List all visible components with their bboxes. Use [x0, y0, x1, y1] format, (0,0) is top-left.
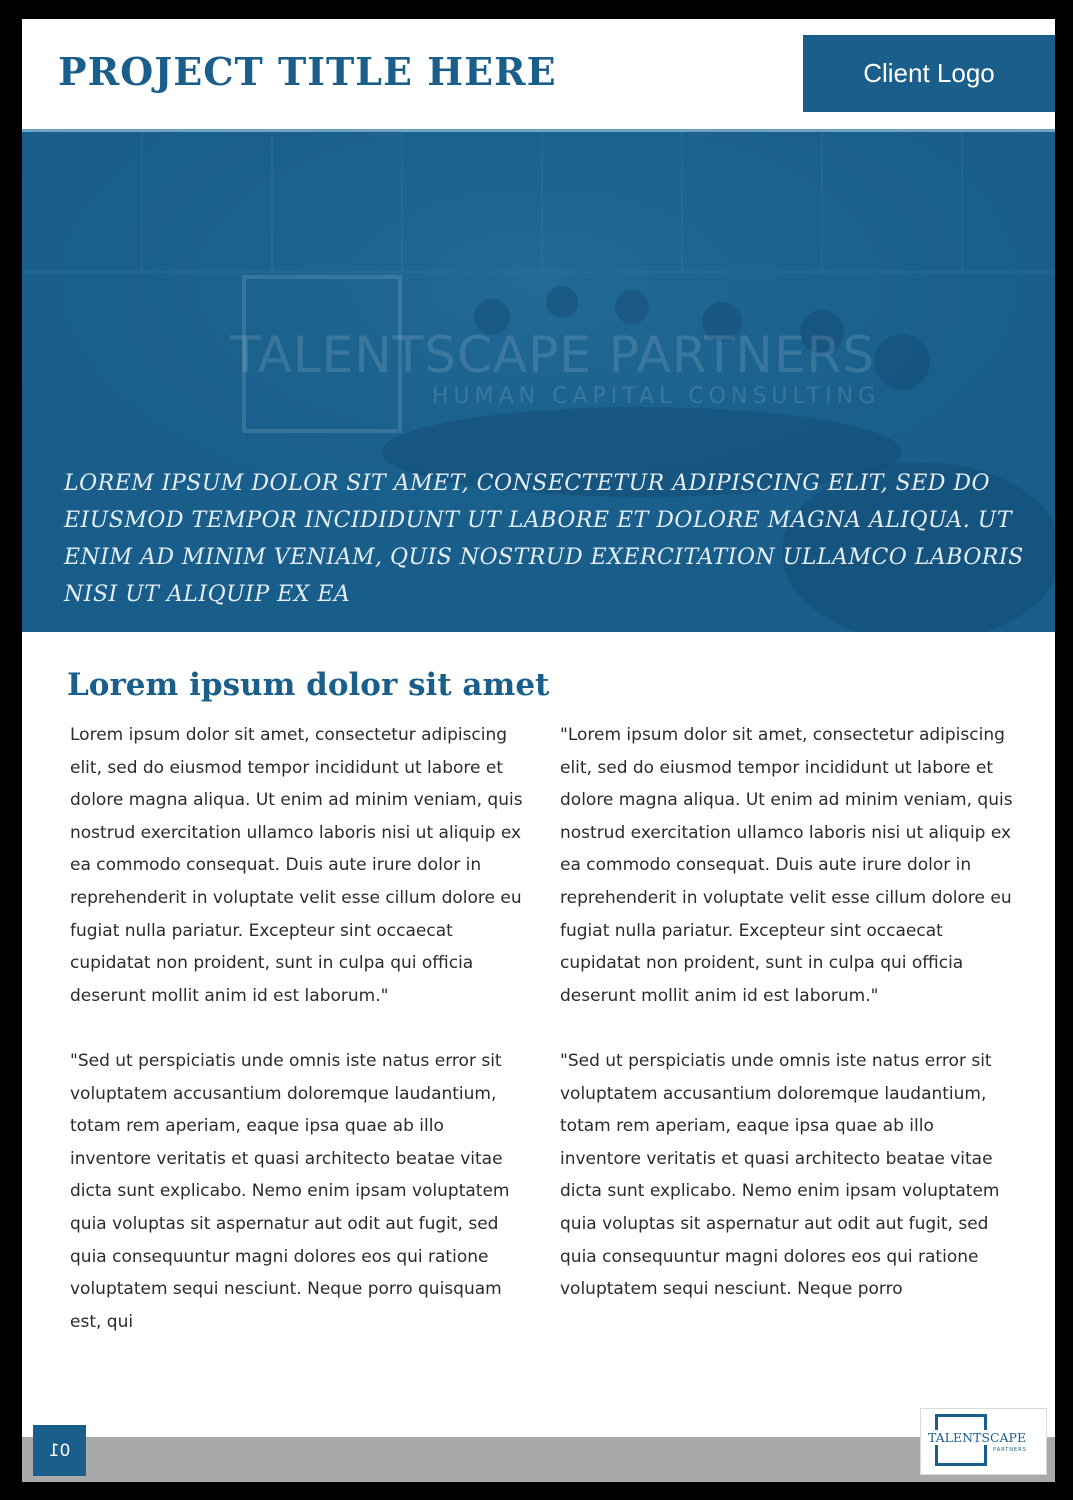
- hero-intro-text: LOREM IPSUM DOLOR SIT AMET, CONSECTETUR ADIPISCING ELIT, SED DO EIUSMOD TEMPOR INCIDIDUNT UT LABORE ET DOLORE MAGNA ALIQUA. UT ENIM AD MINIM VENIAM, QUIS NOSTRUD EXERCITATION ULLAMCO LABORIS NISI UT ALIQUIP EX EA: [64, 471, 1024, 607]
- footer-bar: [22, 1437, 1055, 1482]
- page-number: 01: [33, 1425, 86, 1476]
- footer-logo-name: TALENTSCAPE: [928, 1430, 1027, 1445]
- section-title: Lorem ipsum dolor sit amet: [67, 667, 550, 703]
- watermark-brand-tagline: HUMAN CAPITAL CONSULTING: [432, 384, 881, 409]
- left-text-column: [70, 719, 528, 1371]
- document-page: [22, 19, 1055, 1482]
- left-paragraph-2: "Sed ut perspiciatis unde omnis iste natus error sit voluptatem accusantium doloremque laudantium, totam rem aperiam, eaque ipsa quae ab illo inventore veritatis et quasi architecto beatae vitae dicta sunt explicabo. Nemo enim ipsam voluptatem quia voluptas sit aspernatur aut odit aut fugit, sed quia consequuntur magni dolores eos qui ratione voluptatem sequi nesciunt. Neque porro quisquam est, qui: [70, 1050, 510, 1332]
- project-title: PROJECT TITLE HERE: [58, 49, 557, 94]
- footer-brand-logo: [920, 1408, 1047, 1475]
- watermark-brand-name: TALENTSCAPE PARTNERS: [230, 326, 876, 384]
- client-logo-placeholder: Client Logo: [803, 35, 1055, 112]
- right-text-column: [560, 719, 1018, 1371]
- hero-banner: [22, 132, 1055, 632]
- footer-logo-tagline: PARTNERS: [993, 1447, 1027, 1453]
- right-paragraph-2: "Sed ut perspiciatis unde omnis iste natus error sit voluptatem accusantium doloremque laudantium, totam rem aperiam, eaque ipsa quae ab illo inventore veritatis et quasi architecto beatae vitae dicta sunt explicabo. Nemo enim ipsam voluptatem quia voluptas sit aspernatur aut odit aut fugit, sed quia consequuntur magni dolores eos qui ratione voluptatem sequi nesciunt. Neque porro: [560, 1050, 1000, 1300]
- left-paragraph-1: Lorem ipsum dolor sit amet, consectetur adipiscing elit, sed do eiusmod tempor incididunt ut labore et dolore magna aliqua. Ut enim ad minim veniam, quis nostrud exercitation ullamco laboris nisi ut aliquip ex ea commodo consequat. Duis aute irure dolor in reprehenderit in voluptate velit esse cillum dolore eu fugiat nulla pariatur. Excepteur sint occaecat cupidatat non proident, sunt in culpa qui officia deserunt mollit anim id est laborum.": [70, 725, 523, 1006]
- right-paragraph-1: "Lorem ipsum dolor sit amet, consectetur adipiscing elit, sed do eiusmod tempor incididunt ut labore et dolore magna aliqua. Ut enim ad minim veniam, quis nostrud exercitation ullamco laboris nisi ut aliquip ex ea commodo consequat. Duis aute irure dolor in reprehenderit in voluptate velit esse cillum dolore eu fugiat nulla pariatur. Excepteur sint occaecat cupidatat non proident, sunt in culpa qui officia deserunt mollit anim id est laborum.": [560, 725, 1013, 1006]
